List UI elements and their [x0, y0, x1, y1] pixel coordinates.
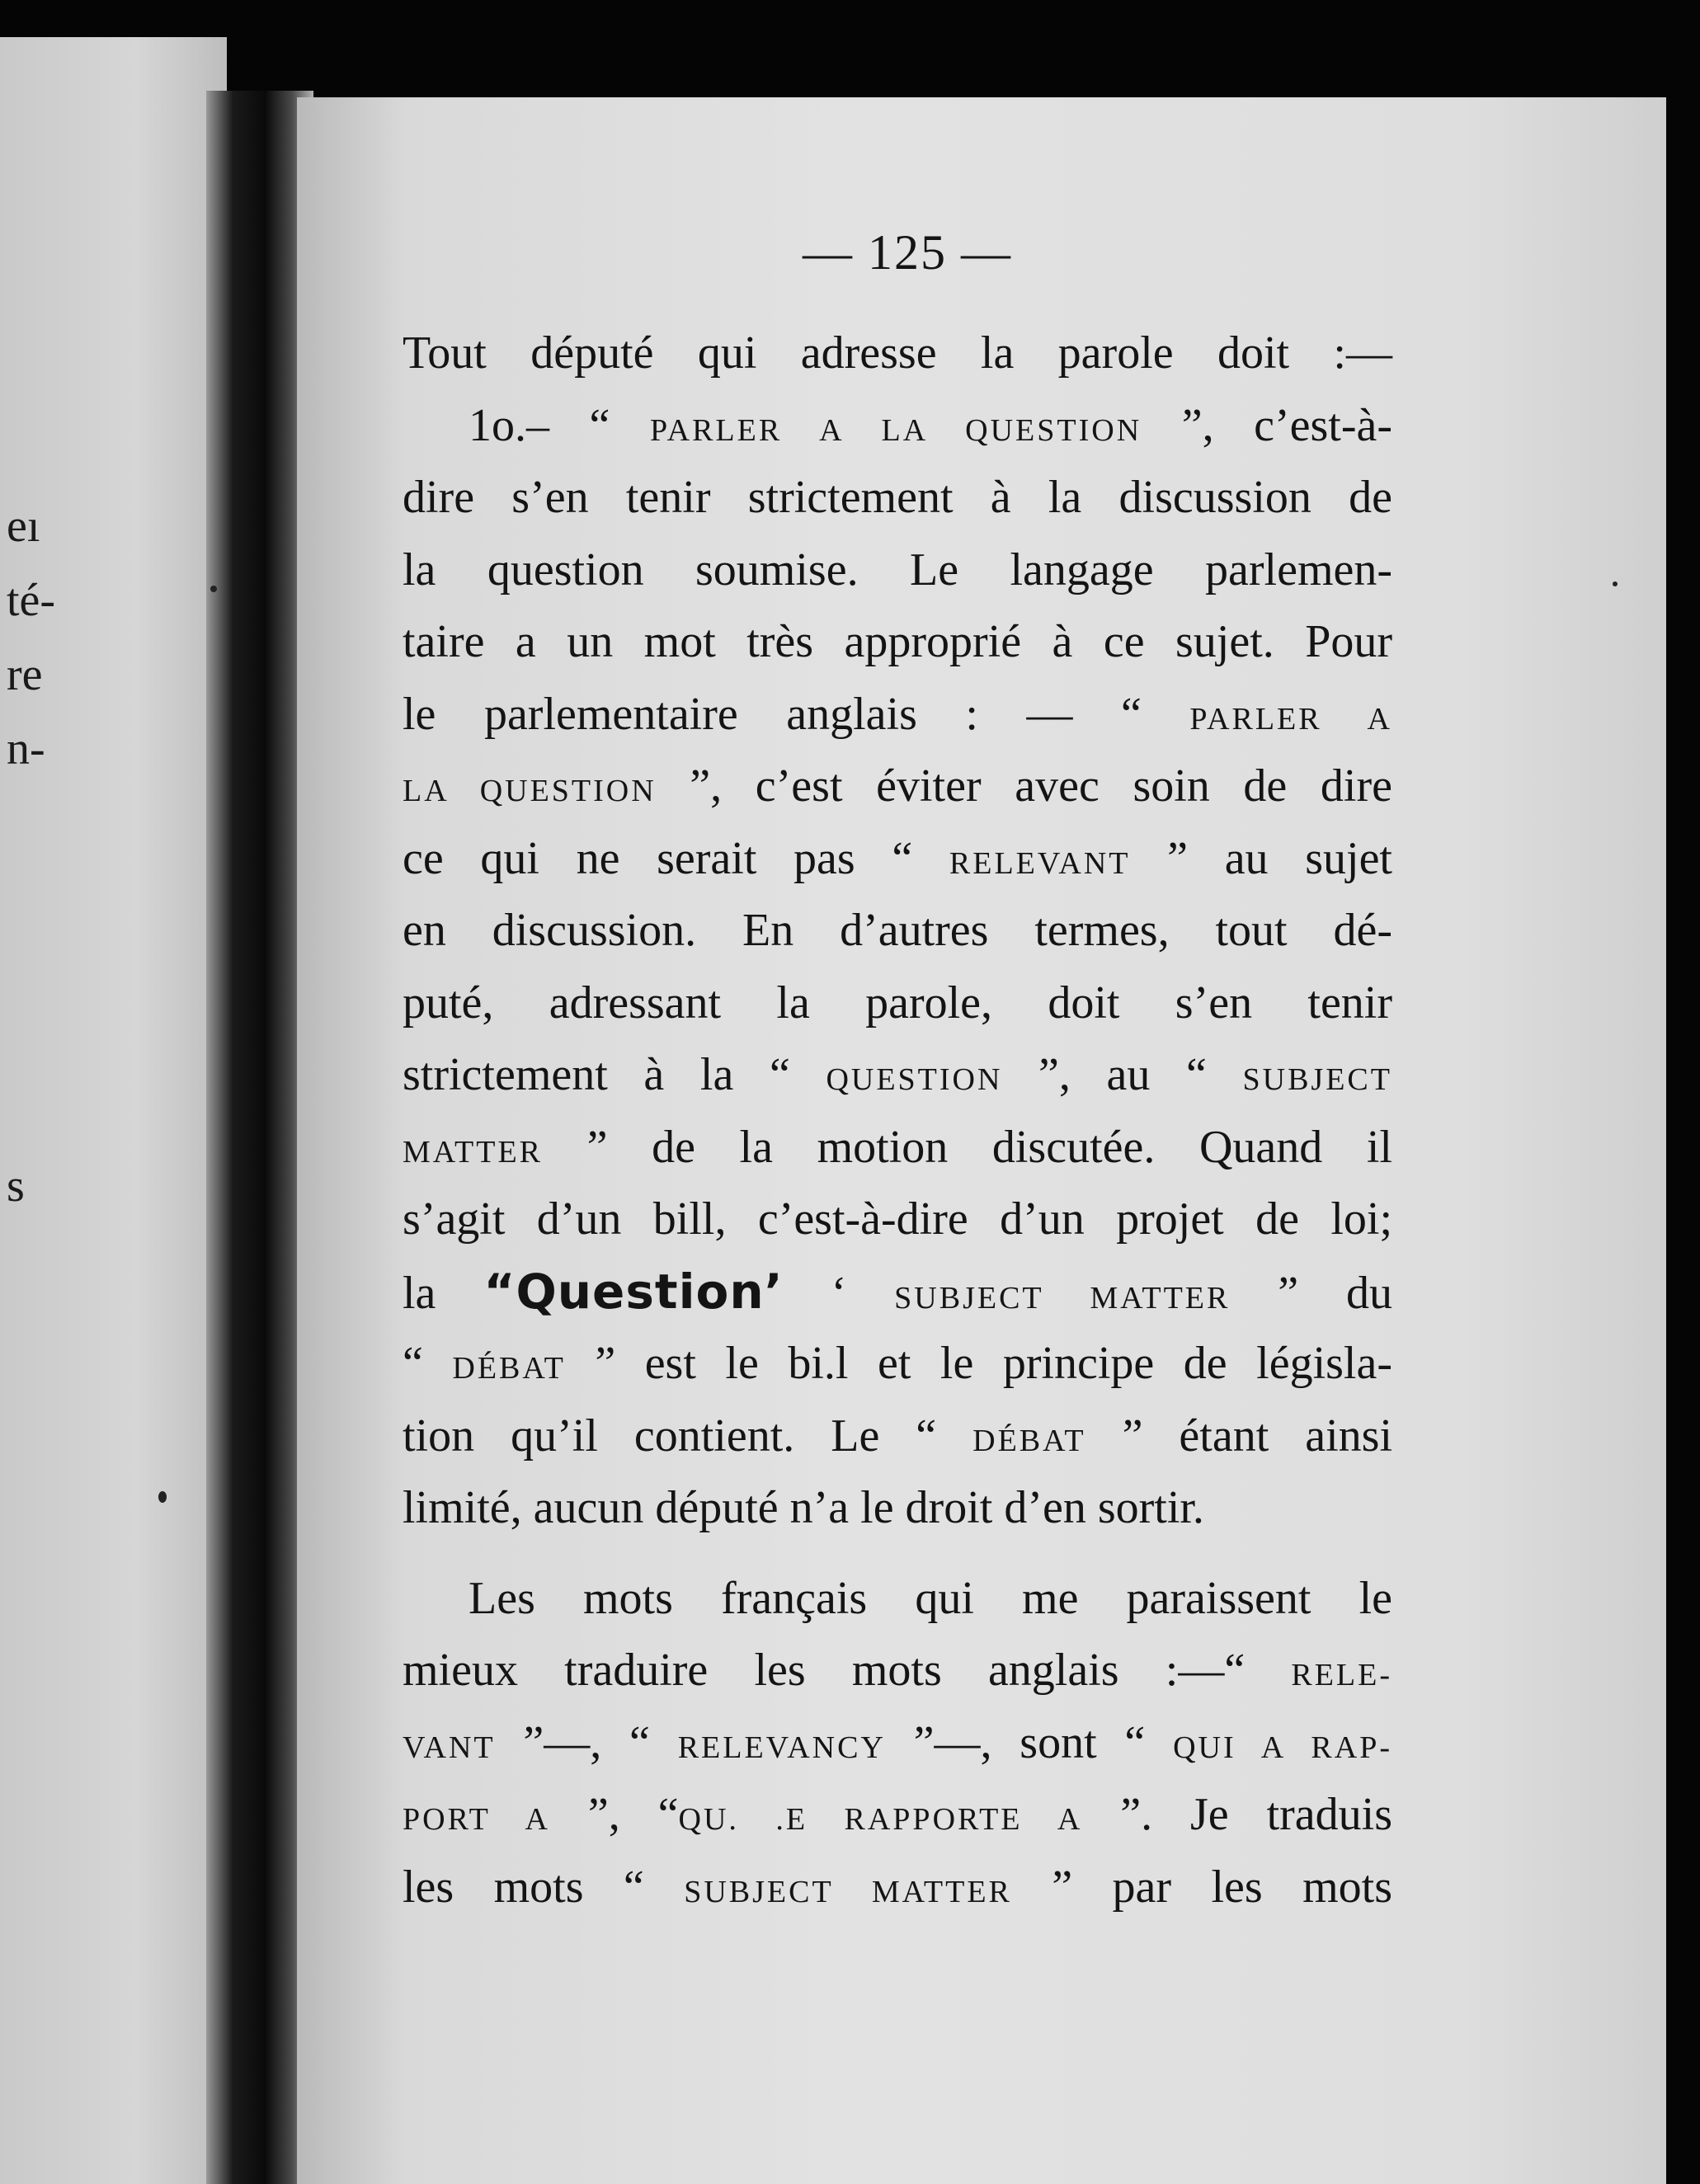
text-run: ” du [1230, 1267, 1393, 1319]
text-run: 1o.– “ [469, 399, 650, 451]
text-line [403, 534, 1392, 607]
small-caps-term: LA QUESTION [403, 774, 657, 808]
bold-term: “Question’ [483, 1263, 784, 1320]
left-page-fragment: n- [7, 723, 45, 774]
body-text [403, 318, 1392, 1923]
text-run: ”—, sont “ [885, 1716, 1174, 1768]
small-caps-term: RELEVANCY [677, 1730, 886, 1765]
text-run: ”—, “ [495, 1716, 678, 1768]
small-caps-term: RELE- [1291, 1658, 1392, 1692]
text-run: ”, “ [549, 1789, 679, 1840]
left-page-fragment: té- [7, 575, 56, 626]
text-line [403, 1112, 1392, 1184]
text-run: ce qui ne serait pas “ [403, 832, 949, 884]
text-line [403, 1039, 1392, 1112]
text-line [403, 679, 1392, 751]
text-line [403, 1779, 1392, 1852]
text-run: en discussion. En d’autres termes, tout dé- [403, 905, 1392, 956]
speck [210, 586, 217, 592]
text-run: la question soumise. Le langage parlemen- [403, 544, 1392, 595]
text-run: les mots “ [403, 1861, 685, 1913]
text-run: s’agit d’un bill, c’est-à-dire d’un projet de loi; [403, 1193, 1392, 1245]
text-run: ” étant ainsi [1085, 1410, 1393, 1461]
text-run: puté, adressant la parole, doit s’en tenir [403, 977, 1392, 1028]
left-page-edge [0, 37, 227, 2184]
small-caps-term: QUESTION [826, 1062, 1003, 1097]
text-run: dire s’en tenir strictement à la discussion de [403, 472, 1392, 523]
small-caps-term: QU. .E RAPPORTE A [678, 1802, 1083, 1837]
left-page-fragment: eı [7, 501, 40, 552]
text-line [403, 751, 1392, 823]
text-line [403, 1707, 1392, 1780]
text-run: ”. Je traduis [1082, 1789, 1393, 1840]
small-caps-term: QUI A RAP- [1173, 1730, 1392, 1765]
small-caps-term: PORT A [403, 1802, 550, 1837]
page-number: — 125 — [803, 225, 1012, 280]
text-line [403, 462, 1392, 534]
text-line [403, 1852, 1392, 1924]
text-run: ” par les mots [1011, 1861, 1392, 1913]
small-caps-term: VANT [403, 1730, 496, 1765]
small-caps-term: SUBJECT MATTER [684, 1874, 1012, 1909]
small-caps-term: PARLER A [1189, 701, 1392, 737]
text-run: limité, aucun député n’a le droit d’en sortir. [403, 1482, 1204, 1533]
small-caps-term: SUBJECT [1242, 1062, 1392, 1097]
text-line [403, 1472, 1392, 1545]
left-page-fragment: re [7, 649, 43, 700]
text-line [403, 1400, 1392, 1473]
text-run: ”, c’est-à- [1142, 399, 1393, 451]
text-run: “ [403, 1338, 453, 1389]
text-line [403, 1184, 1392, 1256]
small-caps-term: DÉBAT [452, 1351, 566, 1386]
small-caps-term: RELEVANT [949, 845, 1131, 881]
text-run: la [403, 1267, 484, 1319]
text-run: taire a un mot très approprié à ce sujet. Pour [403, 616, 1392, 667]
text-line [403, 1256, 1392, 1329]
text-run: ” de la motion discutée. Quand il [543, 1121, 1392, 1173]
small-caps-term: MATTER [403, 1134, 543, 1170]
left-page-fragment: s [7, 1160, 25, 1212]
text-line [403, 1635, 1392, 1707]
text-run: mieux traduire les mots anglais :—“ [403, 1645, 1292, 1696]
text-line [403, 895, 1392, 967]
text-run: ‘ [783, 1267, 895, 1319]
text-run: le parlementaire anglais : — “ [403, 688, 1190, 740]
text-run: Les mots français qui me paraissent le [469, 1572, 1392, 1624]
text-line [403, 318, 1392, 390]
text-line [403, 967, 1392, 1040]
paragraph-gap [403, 1545, 1392, 1563]
speck [158, 1491, 167, 1503]
text-line [403, 390, 1392, 463]
small-caps-term: PARLER A LA QUESTION [649, 412, 1142, 448]
text-line [403, 1328, 1392, 1400]
small-caps-term: DÉBAT [972, 1423, 1086, 1458]
text-run: ”, au “ [1002, 1049, 1243, 1100]
text-run: tion qu’il contient. Le “ [403, 1410, 973, 1461]
speck [1613, 581, 1618, 586]
text-run: ” est le bi.l et le principe de législa- [565, 1338, 1392, 1389]
text-run: strictement à la “ [403, 1049, 826, 1100]
text-line [403, 1563, 1392, 1636]
text-run: ” au sujet [1130, 832, 1392, 884]
text-line [403, 606, 1392, 679]
text-run: ”, c’est éviter avec soin de dire [656, 760, 1392, 812]
text-line [403, 823, 1392, 896]
small-caps-term: SUBJECT MATTER [894, 1280, 1231, 1316]
text-run: Tout député qui adresse la parole doit :— [403, 327, 1392, 379]
